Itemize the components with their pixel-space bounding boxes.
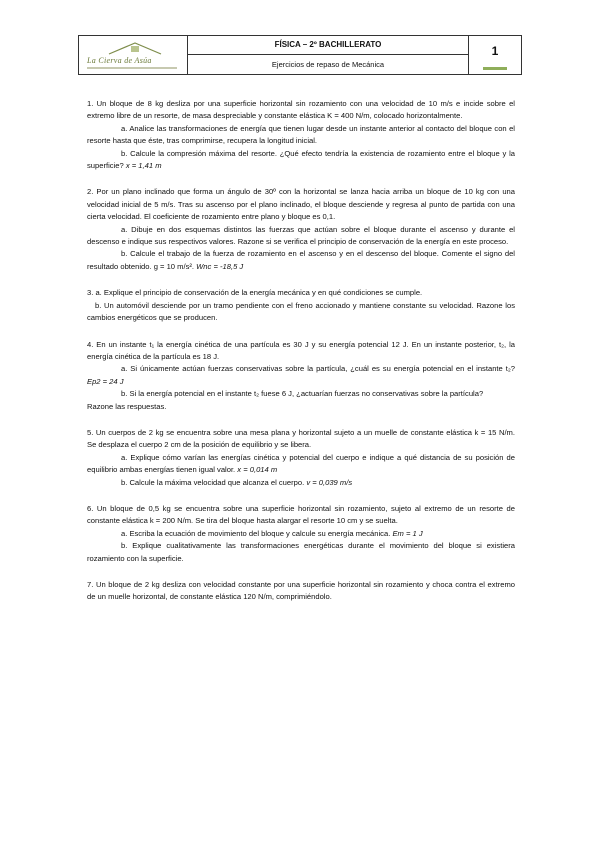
q2-statement: 2. Por un plano inclinado que forma un ángulo de 30º con la horizontal se lanza hacia arriba un bloque de 10 kg con una velocidad inicial de 5 m/s. Tras su ascenso por el plano inclinado, el bloque desciende y regresa al punto de partida con una cierta velocidad. El coeficiente de rozamiento entre plano y bloque es 0,1. [87, 187, 515, 222]
q1-part-b-text: b. Calcule la compresión máxima del resorte. ¿Qué efecto tendría la existencia de rozamiento entre el bloque y la superficie? [87, 148, 515, 171]
q3-part-a: 3. a. Explique el principio de conservación de la energía mecánica y en qué condiciones se cumple. [87, 288, 423, 298]
school-logo [79, 36, 188, 74]
q6-part-a [87, 528, 515, 540]
course-title: FÍSICA – 2º BACHILLERATO [188, 36, 468, 55]
q6-part-a-text: a. Escriba la ecuación de movimiento del bloque y calcule su energía mecánica. [121, 528, 391, 538]
page-header [78, 35, 522, 75]
q5-statement: 5. Un cuerpos de 2 kg se encuentra sobre una mesa plana y horizontal sujeto a un muelle de constante elástica k = 15 N/m. Se desplaza el cuerpo 2 cm de la posición de equilibrio y se libera. [87, 427, 515, 450]
q2-part-b-text: b. Calcule el trabajo de la fuerza de rozamiento en el ascenso y en el descenso del bloque. Comente el signo del resultado obtenido. g = 10 m/s². [87, 249, 515, 271]
logo-text: La Cierva de Asúa [87, 56, 152, 65]
q3-part-b: b. Un automóvil desciende por un tramo pendiente con el freno accionado y mantiene constante su velocidad. Razone los cambios energéticos que se producen. [87, 300, 515, 323]
q2-part-a: a. Dibuje en dos esquemas distintos las fuerzas que actúan sobre el bloque durante el ascenso y durante el descenso e indique sus respectivos valores. Razone si se verifica el principio de conservación de la energía en este proceso. [87, 224, 515, 247]
q4-answer: Ep2 = 24 J [87, 376, 124, 386]
q5-part-b [87, 477, 515, 489]
q1-part-a: a. Analice las transformaciones de energía que tienen lugar desde un instante anterior al contacto del bloque con el resorte hasta que éste, tras comprimirse, recupera la longitud inicial. [87, 123, 515, 146]
house-roof-icon [107, 41, 163, 55]
q5-answer-b: v = 0,039 m/s [306, 477, 353, 487]
q1-part-b [87, 148, 515, 173]
q5-answer-a: x = 0,014 m [237, 465, 278, 475]
q2-part-b [87, 248, 515, 273]
q4-part-b: b. Si la energía potencial en el instante t₂ fuese 6 J, ¿actuarían fuerzas no conservativas sobre la partícula? [121, 389, 484, 399]
q2-answer: Wnc = -18,5 J [196, 261, 244, 271]
q7-statement: 7. Un bloque de 2 kg desliza con velocidad constante por una superficie horizontal sin rozamiento y choca contra el extremo de un muelle horizontal, de constante elástica 120 N/m, comprimiéndolo. [87, 580, 515, 602]
logo-underline [87, 67, 177, 69]
q5-part-a [87, 452, 515, 477]
q4-part-a-text: a. Si únicamente actúan fuerzas conservativas sobre la partícula, ¿cuál es su energía potencial en el instante t₂? [121, 364, 515, 374]
page-number: 1 [491, 44, 499, 58]
q4-note: Razone las respuestas. [87, 401, 167, 411]
q5-part-b-text: b. Calcule la máxima velocidad que alcanza el cuerpo. [121, 477, 305, 487]
q4-part-a [87, 363, 515, 388]
q1-statement: 1. Un bloque de 8 kg desliza por una superficie horizontal sin rozamiento con una velocidad de 10 m/s e incide sobre el extremo libre de un resorte, de masa despreciable y constante elástica K = 400 N/m, colocado horizontalmente. [87, 99, 515, 121]
q1-answer: x = 1,41 m [125, 161, 162, 171]
q4-statement: 4. En un instante t₁ la energía cinética de una partícula es 30 J y su energía potencial 12 J. En un instante posterior, t₂, la energía cinética de la partícula es 18 J. [87, 339, 515, 361]
worksheet-subtitle: Ejercicios de repaso de Mecánica [271, 60, 385, 69]
q5-part-a-text: a. Explique cómo varían las energías cinética y potencial del cuerpo e indique a qué distancia de su posición de equilibrio ambas energías tienen igual valor. [87, 452, 515, 475]
q6-part-b: b. Explique cualitativamente las transformaciones energéticas durante el movimiento del bloque si existiera rozamiento con la superficie. [87, 541, 515, 563]
exercise-list [87, 98, 515, 604]
q6-answer: Em = 1 J [392, 528, 423, 538]
page-accent-bar [483, 67, 507, 70]
q6-statement: 6. Un bloque de 0,5 kg se encuentra sobre una superficie horizontal sin rozamiento, sujeto al extremo de un resorte de constante elástica k = 200 N/m. Se tira del bloque hasta alargar el resorte 10 cm y se suelta. [87, 503, 515, 526]
